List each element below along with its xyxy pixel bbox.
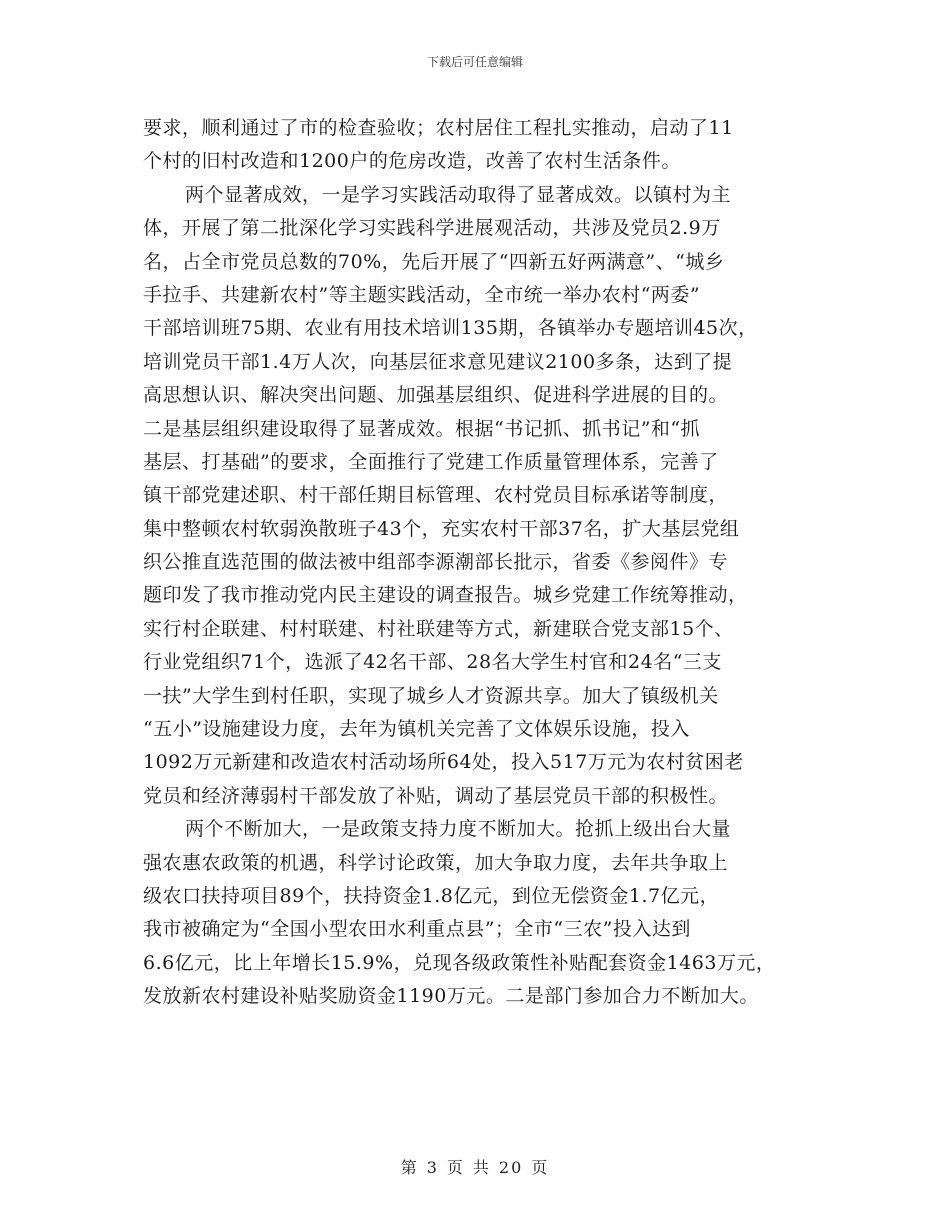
text-line: 发放新农村建设补贴奖励资金1190万元。二是部门参加合力不断加大。 — [143, 985, 759, 1008]
total-page-count: 20 — [498, 1158, 524, 1177]
text-line: 名，占全市党员总数的70%，先后开展了“四新五好两满意”、“城乡 — [143, 250, 725, 273]
footer-gong: 共 — [472, 1158, 491, 1177]
text-line: 织公推直选范围的做法被中组部李源潮部长批示，省委《参阅件》专 — [143, 551, 729, 574]
footer-ye: 页 — [446, 1158, 465, 1177]
text-line: 一扶”大学生到村任职，实现了城乡人才资源共享。加大了镇级机关 — [143, 684, 719, 707]
text-line: 1092万元新建和改造农村活动场所64处，投入517万元为农村贫困老 — [143, 751, 744, 774]
text-line: 我市被确定为“全国小型农田水利重点县”；全市“三农”投入达到 — [143, 918, 691, 941]
text-line: 题印发了我市推动党内民主建设的调查报告。城乡党建工作统筹推动， — [143, 584, 748, 607]
text-line: 个村的旧村改造和1200户的危房改造，改善了农村生活条件。 — [143, 150, 681, 173]
text-line: 实行村企联建、村村联建、村社联建等方式，新建联合党支部15个、 — [143, 617, 734, 640]
text-line: 集中整顿农村软弱涣散班子43个，充实农村干部37名，扩大基层党组 — [143, 517, 740, 540]
text-line: 基层、打基础”的要求，全面推行了党建工作质量管理体系，完善了 — [143, 450, 719, 473]
text-line: 6.6亿元，比上年增长15.9%，兑现各级政策性补贴配套资金1463万元， — [143, 951, 776, 974]
text-line: 强农惠农政策的机遇，科学讨论政策，加大争取力度，去年共争取上 — [143, 851, 729, 874]
text-line: “五小”设施建设力度，去年为镇机关完善了文体娱乐设施，投入 — [143, 718, 690, 741]
page-footer — [0, 1155, 950, 1178]
text-line: 行业党组织71个，选派了42名干部、28名大学生村官和24名“三支 — [143, 651, 722, 674]
current-page-number: 3 — [426, 1158, 439, 1177]
text-line: 二是基层组织建设取得了显著成效。根据“书记抓、抓书记”和“抓 — [143, 417, 701, 440]
page-header-note: 下载后可任意编辑 — [426, 55, 523, 69]
text-line: 体，开展了第二批深化学习实践科学进展观活动，共涉及党员2.9万 — [143, 217, 721, 240]
text-line: 手拉手、共建新农村”等主题实践活动，全市统一举办农村“两委” — [143, 283, 701, 306]
footer-di: 第 — [400, 1158, 419, 1177]
text-line: 党员和经济薄弱村干部发放了补贴，调动了基层党员干部的积极性。 — [143, 784, 729, 807]
text-line: 高思想认识、解决突出问题、加强基层组织、促进科学进展的目的。 — [143, 384, 729, 407]
text-line: 要求，顺利通过了市的检查验收；农村居住工程扎实推动，启动了11 — [143, 117, 734, 139]
text-line: 级农口扶持项目89个，扶持资金1.8亿元，到位无偿资金1.7亿元， — [143, 884, 720, 907]
paragraph-start-line: 两个显著成效，一是学习实践活动取得了显著成效。以镇村为主 — [185, 183, 732, 206]
body-text — [143, 112, 813, 1014]
paragraph-start-line: 两个不断加大，一是政策支持力度不断加大。抢抓上级出台大量 — [185, 818, 732, 841]
text-line: 镇干部党建述职、村干部任期目标管理、农村党员目标承诺等制度， — [143, 484, 729, 507]
text-line: 培训党员干部1.4万人次，向基层征求意见建议2100多条，达到了提 — [143, 350, 733, 373]
footer-ye: 页 — [531, 1158, 550, 1177]
text-line: 干部培训班75期、农业有用技术培训135期，各镇举办专题培训45次， — [143, 317, 758, 340]
